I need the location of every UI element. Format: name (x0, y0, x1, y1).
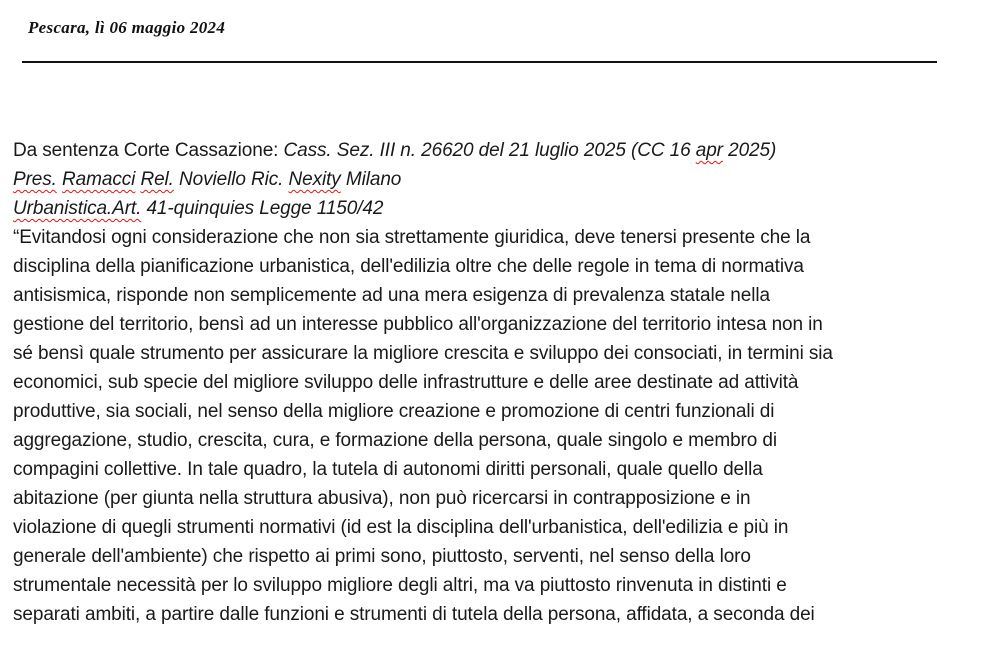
dateline: Pescara, lì 06 maggio 2024 (28, 18, 226, 37)
misspelled-word: Nexity (288, 169, 341, 190)
document-body (13, 136, 993, 629)
text-run: Cass. Sez. III n. 26620 del 21 luglio 2025 (CC 16 (283, 140, 696, 161)
citation-line-3 (13, 194, 993, 223)
misspelled-word: Urbanistica.Art. (13, 198, 142, 219)
text-run: 41-quinquies Legge 1150/42 (141, 198, 384, 219)
paragraph-line: antisismica, risponde non semplicemente ad una mera esigenza di prevalenza statale nella (13, 285, 770, 306)
misspelled-word: apr (695, 140, 723, 161)
paragraph-line: separati ambiti, a partire dalle funzioni e strumenti di tutela della persona, affidata, a seconda dei (13, 604, 815, 625)
citation-line-2 (13, 165, 993, 194)
paragraph-line: compagini collettive. In tale quadro, la tutela di autonomi diritti personali, quale quello della (13, 459, 763, 480)
text-run: Milano (340, 169, 402, 190)
paragraph-line: disciplina della pianificazione urbanistica, dell'edilizia oltre che delle regole in tema di normativa (13, 256, 804, 277)
text-run: 2025) (722, 140, 777, 161)
paragraph-line: abitazione (per giunta nella struttura abusiva), non può ricercarsi in contrapposizione e in (13, 488, 751, 509)
paragraph-line: gestione del territorio, bensì ad un interesse pubblico all'organizzazione del territorio intesa non in (13, 314, 823, 335)
text-run: Da sentenza Corte Cassazione: (13, 140, 284, 161)
horizontal-rule (22, 61, 937, 63)
paragraph-line: economici, sub specie del migliore sviluppo delle infrastrutture e delle aree destinate ad attività (13, 372, 799, 393)
misspelled-word: Ramacci (62, 169, 136, 190)
misspelled-word: Pres. (13, 169, 57, 190)
paragraph-line: “Evitandosi ogni considerazione che non sia strettamente giuridica, deve tenersi presente che la (13, 227, 811, 248)
citation-line-1 (13, 136, 993, 165)
paragraph-line: produttive, sia sociali, nel senso della migliore creazione e promozione di centri funzionali di (13, 401, 775, 422)
paragraph-line: sé bensì quale strumento per assicurare la migliore crescita e sviluppo dei consociati, in termini sia (13, 343, 833, 364)
paragraph-line: generale dell'ambiente) che rispetto ai primi sono, piuttosto, serventi, nel senso della loro (13, 546, 751, 567)
text-run: Noviello Ric. (173, 169, 289, 190)
paragraph-line: strumentale necessità per lo sviluppo migliore degli altri, ma va piuttosto rinvenuta in distinti e (13, 575, 787, 596)
case-paragraph (13, 223, 993, 629)
paragraph-line: violazione di quegli strumenti normativi (id est la disciplina dell'urbanistica, dell'edilizia e più in (13, 517, 789, 538)
misspelled-word: Rel. (140, 169, 174, 190)
paragraph-line: aggregazione, studio, crescita, cura, e formazione della persona, quale singolo e membro di (13, 430, 778, 451)
